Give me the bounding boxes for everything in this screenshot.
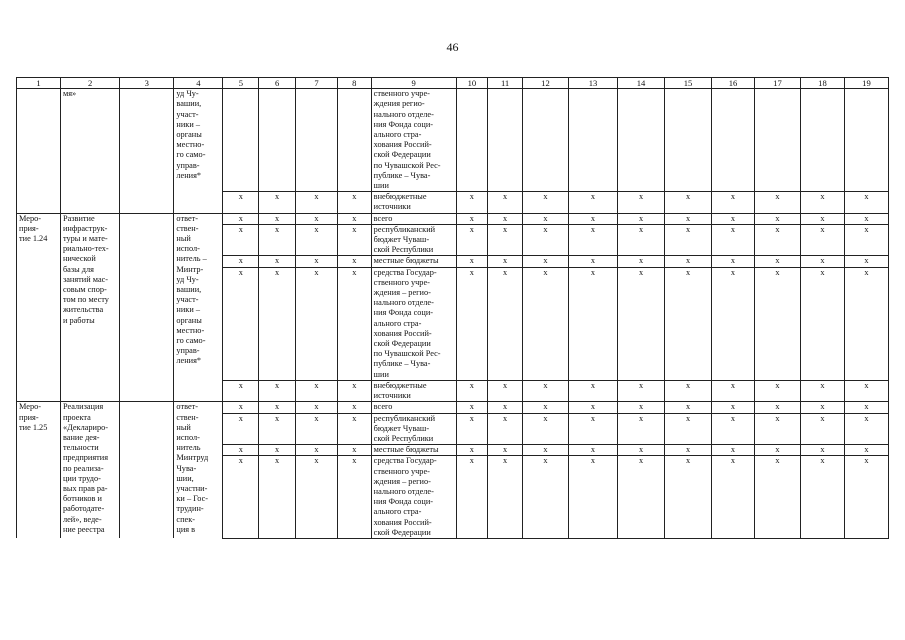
x-mark: х xyxy=(522,445,568,456)
x-mark: х xyxy=(665,192,712,213)
x-mark: х xyxy=(712,402,755,413)
x-mark: х xyxy=(618,413,665,445)
activity-col3 xyxy=(120,213,174,402)
funding-source: местные бюджеты xyxy=(371,256,456,267)
x-mark: х xyxy=(568,192,617,213)
x-mark: х xyxy=(337,413,371,445)
x-mark: х xyxy=(488,213,523,224)
x-mark: х xyxy=(568,456,617,539)
col-header: 4 xyxy=(174,78,223,89)
x-mark: х xyxy=(665,267,712,380)
x-mark: х xyxy=(522,456,568,539)
x-mark: х xyxy=(568,213,617,224)
x-mark: х xyxy=(754,456,800,539)
x-mark: х xyxy=(844,413,888,445)
funding-table xyxy=(16,77,889,539)
activity-name: Реализация проекта «Деклариро- вание дея- тельности предприятия по реализа- ции трудо- вых прав ра- ботников и работодате- лей», веде- ние реестра xyxy=(60,402,119,539)
funding-source: средства Государ- ственного учре- ждения – регио- нального отделе- ния Фонда соци- ального стра- хования Россий- ской Федерации по Чувашской Рес- публике – Чува- шии xyxy=(371,267,456,380)
x-mark: х xyxy=(488,224,523,256)
col-header: 11 xyxy=(488,78,523,89)
x-mark: х xyxy=(223,267,259,380)
x-mark: х xyxy=(522,224,568,256)
x-mark: х xyxy=(754,213,800,224)
activity-name: Развитие инфраструк- туры и мате- риально-тех- нической базы для занятий мас- совым спор- том по месту жительства и работы xyxy=(60,213,119,402)
activity-executor: ответ- ствен- ный испол- нитель – Минтр- уд Чу- вашии, участ- ники – органы местно- го само- управ- ления* xyxy=(174,213,223,402)
x-mark: х xyxy=(259,224,296,256)
funding-source: местные бюджеты xyxy=(371,445,456,456)
x-mark: х xyxy=(754,445,800,456)
x-mark: х xyxy=(844,267,888,380)
col-header: 16 xyxy=(712,78,755,89)
activity-executor: уд Чу- вашии, участ- ники – органы местно- го само- управ- ления* xyxy=(174,89,223,213)
funding-source: ственного учре- ждения регио- нального отделе- ния Фонда соци- ального стра- хования Россий- ской Федерации по Чувашской Рес- публике – Чува- шии xyxy=(371,89,456,192)
x-mark: х xyxy=(618,256,665,267)
x-mark: х xyxy=(844,213,888,224)
x-mark: х xyxy=(337,192,371,213)
x-mark: х xyxy=(456,456,488,539)
col-header: 7 xyxy=(296,78,338,89)
x-mark: х xyxy=(665,256,712,267)
x-mark: х xyxy=(665,402,712,413)
x-mark: х xyxy=(488,413,523,445)
x-mark: х xyxy=(259,256,296,267)
x-mark: х xyxy=(522,256,568,267)
x-mark: х xyxy=(259,267,296,380)
x-mark: х xyxy=(296,456,338,539)
x-mark: х xyxy=(800,224,844,256)
x-mark: х xyxy=(754,192,800,213)
funding-source: внебюджетные источники xyxy=(371,380,456,401)
x-mark: х xyxy=(259,402,296,413)
x-mark: х xyxy=(296,256,338,267)
x-mark: х xyxy=(712,213,755,224)
activity-number xyxy=(17,89,61,213)
col-header: 12 xyxy=(522,78,568,89)
x-mark: х xyxy=(522,213,568,224)
x-mark: х xyxy=(844,224,888,256)
x-mark: х xyxy=(223,456,259,539)
x-mark: х xyxy=(223,402,259,413)
funding-source: всего xyxy=(371,213,456,224)
x-mark: х xyxy=(522,267,568,380)
x-mark: х xyxy=(488,192,523,213)
funding-source: республиканский бюджет Чуваш- ской Республики xyxy=(371,224,456,256)
activity-executor: ответ- ствен- ный испол- нитель Минтруд Чува- шии, участни- ки – Гос- трудин- спек- ция в xyxy=(174,402,223,539)
x-mark: х xyxy=(522,192,568,213)
x-mark: х xyxy=(456,256,488,267)
x-mark: х xyxy=(800,267,844,380)
funding-source: средства Государ- ственного учре- ждения – регио- нального отделе- ния Фонда соци- ального стра- хования Россий- ской Федерации xyxy=(371,456,456,539)
x-mark: х xyxy=(844,456,888,539)
x-mark: х xyxy=(618,402,665,413)
x-mark: х xyxy=(754,224,800,256)
col-header: 10 xyxy=(456,78,488,89)
x-mark: х xyxy=(665,413,712,445)
x-mark: х xyxy=(712,256,755,267)
x-mark: х xyxy=(800,413,844,445)
x-mark: х xyxy=(800,402,844,413)
x-mark: х xyxy=(337,256,371,267)
x-mark: х xyxy=(568,445,617,456)
x-mark: х xyxy=(712,456,755,539)
table-row xyxy=(17,89,889,192)
table-row xyxy=(17,213,889,224)
col-header: 1 xyxy=(17,78,61,89)
x-mark: х xyxy=(800,445,844,456)
x-mark: х xyxy=(223,224,259,256)
x-mark: х xyxy=(800,256,844,267)
x-mark: х xyxy=(844,402,888,413)
col-header: 3 xyxy=(120,78,174,89)
x-mark: х xyxy=(488,402,523,413)
x-mark: х xyxy=(754,380,800,401)
x-mark: х xyxy=(618,456,665,539)
x-mark: х xyxy=(337,380,371,401)
x-mark: х xyxy=(800,380,844,401)
x-mark: х xyxy=(618,267,665,380)
x-mark: х xyxy=(800,456,844,539)
x-mark: х xyxy=(618,213,665,224)
x-mark: х xyxy=(337,402,371,413)
x-mark: х xyxy=(665,445,712,456)
x-mark: х xyxy=(844,445,888,456)
x-mark: х xyxy=(296,380,338,401)
col-header: 14 xyxy=(618,78,665,89)
x-mark: х xyxy=(618,445,665,456)
col-header: 8 xyxy=(337,78,371,89)
x-mark: х xyxy=(456,413,488,445)
x-mark: х xyxy=(259,413,296,445)
x-mark: х xyxy=(712,413,755,445)
funding-source: внебюджетные источники xyxy=(371,192,456,213)
activity-number: Меро- прия- тие 1.24 xyxy=(17,213,61,402)
col-header: 18 xyxy=(800,78,844,89)
x-mark: х xyxy=(712,224,755,256)
x-mark: х xyxy=(844,380,888,401)
x-mark: х xyxy=(259,213,296,224)
page-number: 46 xyxy=(446,40,459,54)
x-mark: х xyxy=(223,413,259,445)
funding-source: республиканский бюджет Чуваш- ской Республики xyxy=(371,413,456,445)
col-header: 19 xyxy=(844,78,888,89)
x-mark: х xyxy=(259,380,296,401)
x-mark: х xyxy=(568,256,617,267)
x-mark: х xyxy=(568,402,617,413)
header-row xyxy=(17,78,889,89)
x-mark: х xyxy=(522,380,568,401)
x-mark: х xyxy=(337,445,371,456)
x-mark: х xyxy=(296,413,338,445)
x-mark: х xyxy=(568,224,617,256)
col-header: 9 xyxy=(371,78,456,89)
x-mark: х xyxy=(296,224,338,256)
x-mark: х xyxy=(618,224,665,256)
x-mark: х xyxy=(568,380,617,401)
x-mark: х xyxy=(665,213,712,224)
x-mark: х xyxy=(568,267,617,380)
x-mark: х xyxy=(488,267,523,380)
x-mark: х xyxy=(337,456,371,539)
x-mark: х xyxy=(296,192,338,213)
x-mark: х xyxy=(456,192,488,213)
x-mark: х xyxy=(712,267,755,380)
x-mark: х xyxy=(456,224,488,256)
col-header: 2 xyxy=(60,78,119,89)
x-mark: х xyxy=(712,192,755,213)
x-mark: х xyxy=(456,445,488,456)
x-mark: х xyxy=(522,402,568,413)
x-mark: х xyxy=(296,445,338,456)
x-mark: х xyxy=(488,456,523,539)
col-header: 6 xyxy=(259,78,296,89)
x-mark: х xyxy=(522,413,568,445)
x-mark: х xyxy=(665,224,712,256)
x-mark: х xyxy=(456,402,488,413)
col-header: 15 xyxy=(665,78,712,89)
x-mark: х xyxy=(754,256,800,267)
table-row xyxy=(17,402,889,413)
x-mark: х xyxy=(754,267,800,380)
x-mark: х xyxy=(568,413,617,445)
col-header: 17 xyxy=(754,78,800,89)
x-mark: х xyxy=(800,213,844,224)
x-mark: х xyxy=(259,456,296,539)
x-mark: х xyxy=(665,456,712,539)
activity-col3 xyxy=(120,402,174,539)
x-mark: х xyxy=(456,267,488,380)
x-mark: х xyxy=(337,224,371,256)
x-mark: х xyxy=(223,192,259,213)
x-mark: х xyxy=(223,256,259,267)
x-mark: х xyxy=(223,445,259,456)
x-mark: х xyxy=(223,380,259,401)
activity-col3 xyxy=(120,89,174,213)
x-mark: х xyxy=(296,267,338,380)
col-header: 5 xyxy=(223,78,259,89)
col-header: 13 xyxy=(568,78,617,89)
x-mark: х xyxy=(800,192,844,213)
x-mark: х xyxy=(618,192,665,213)
x-mark: х xyxy=(259,445,296,456)
x-mark: х xyxy=(337,267,371,380)
x-mark: х xyxy=(223,213,259,224)
x-mark: х xyxy=(754,413,800,445)
x-mark: х xyxy=(488,380,523,401)
x-mark: х xyxy=(296,402,338,413)
x-mark: х xyxy=(456,213,488,224)
x-mark: х xyxy=(488,256,523,267)
x-mark: х xyxy=(618,380,665,401)
activity-name: мя» xyxy=(60,89,119,213)
x-mark: х xyxy=(712,445,755,456)
x-mark: х xyxy=(844,256,888,267)
x-mark: х xyxy=(259,192,296,213)
x-mark: х xyxy=(337,213,371,224)
x-mark: х xyxy=(665,380,712,401)
x-mark: х xyxy=(754,402,800,413)
x-mark: х xyxy=(488,445,523,456)
funding-source: всего xyxy=(371,402,456,413)
x-mark: х xyxy=(844,192,888,213)
x-mark: х xyxy=(296,213,338,224)
x-mark: х xyxy=(456,380,488,401)
activity-number: Меро- прия- тие 1.25 xyxy=(17,402,61,539)
x-mark: х xyxy=(712,380,755,401)
